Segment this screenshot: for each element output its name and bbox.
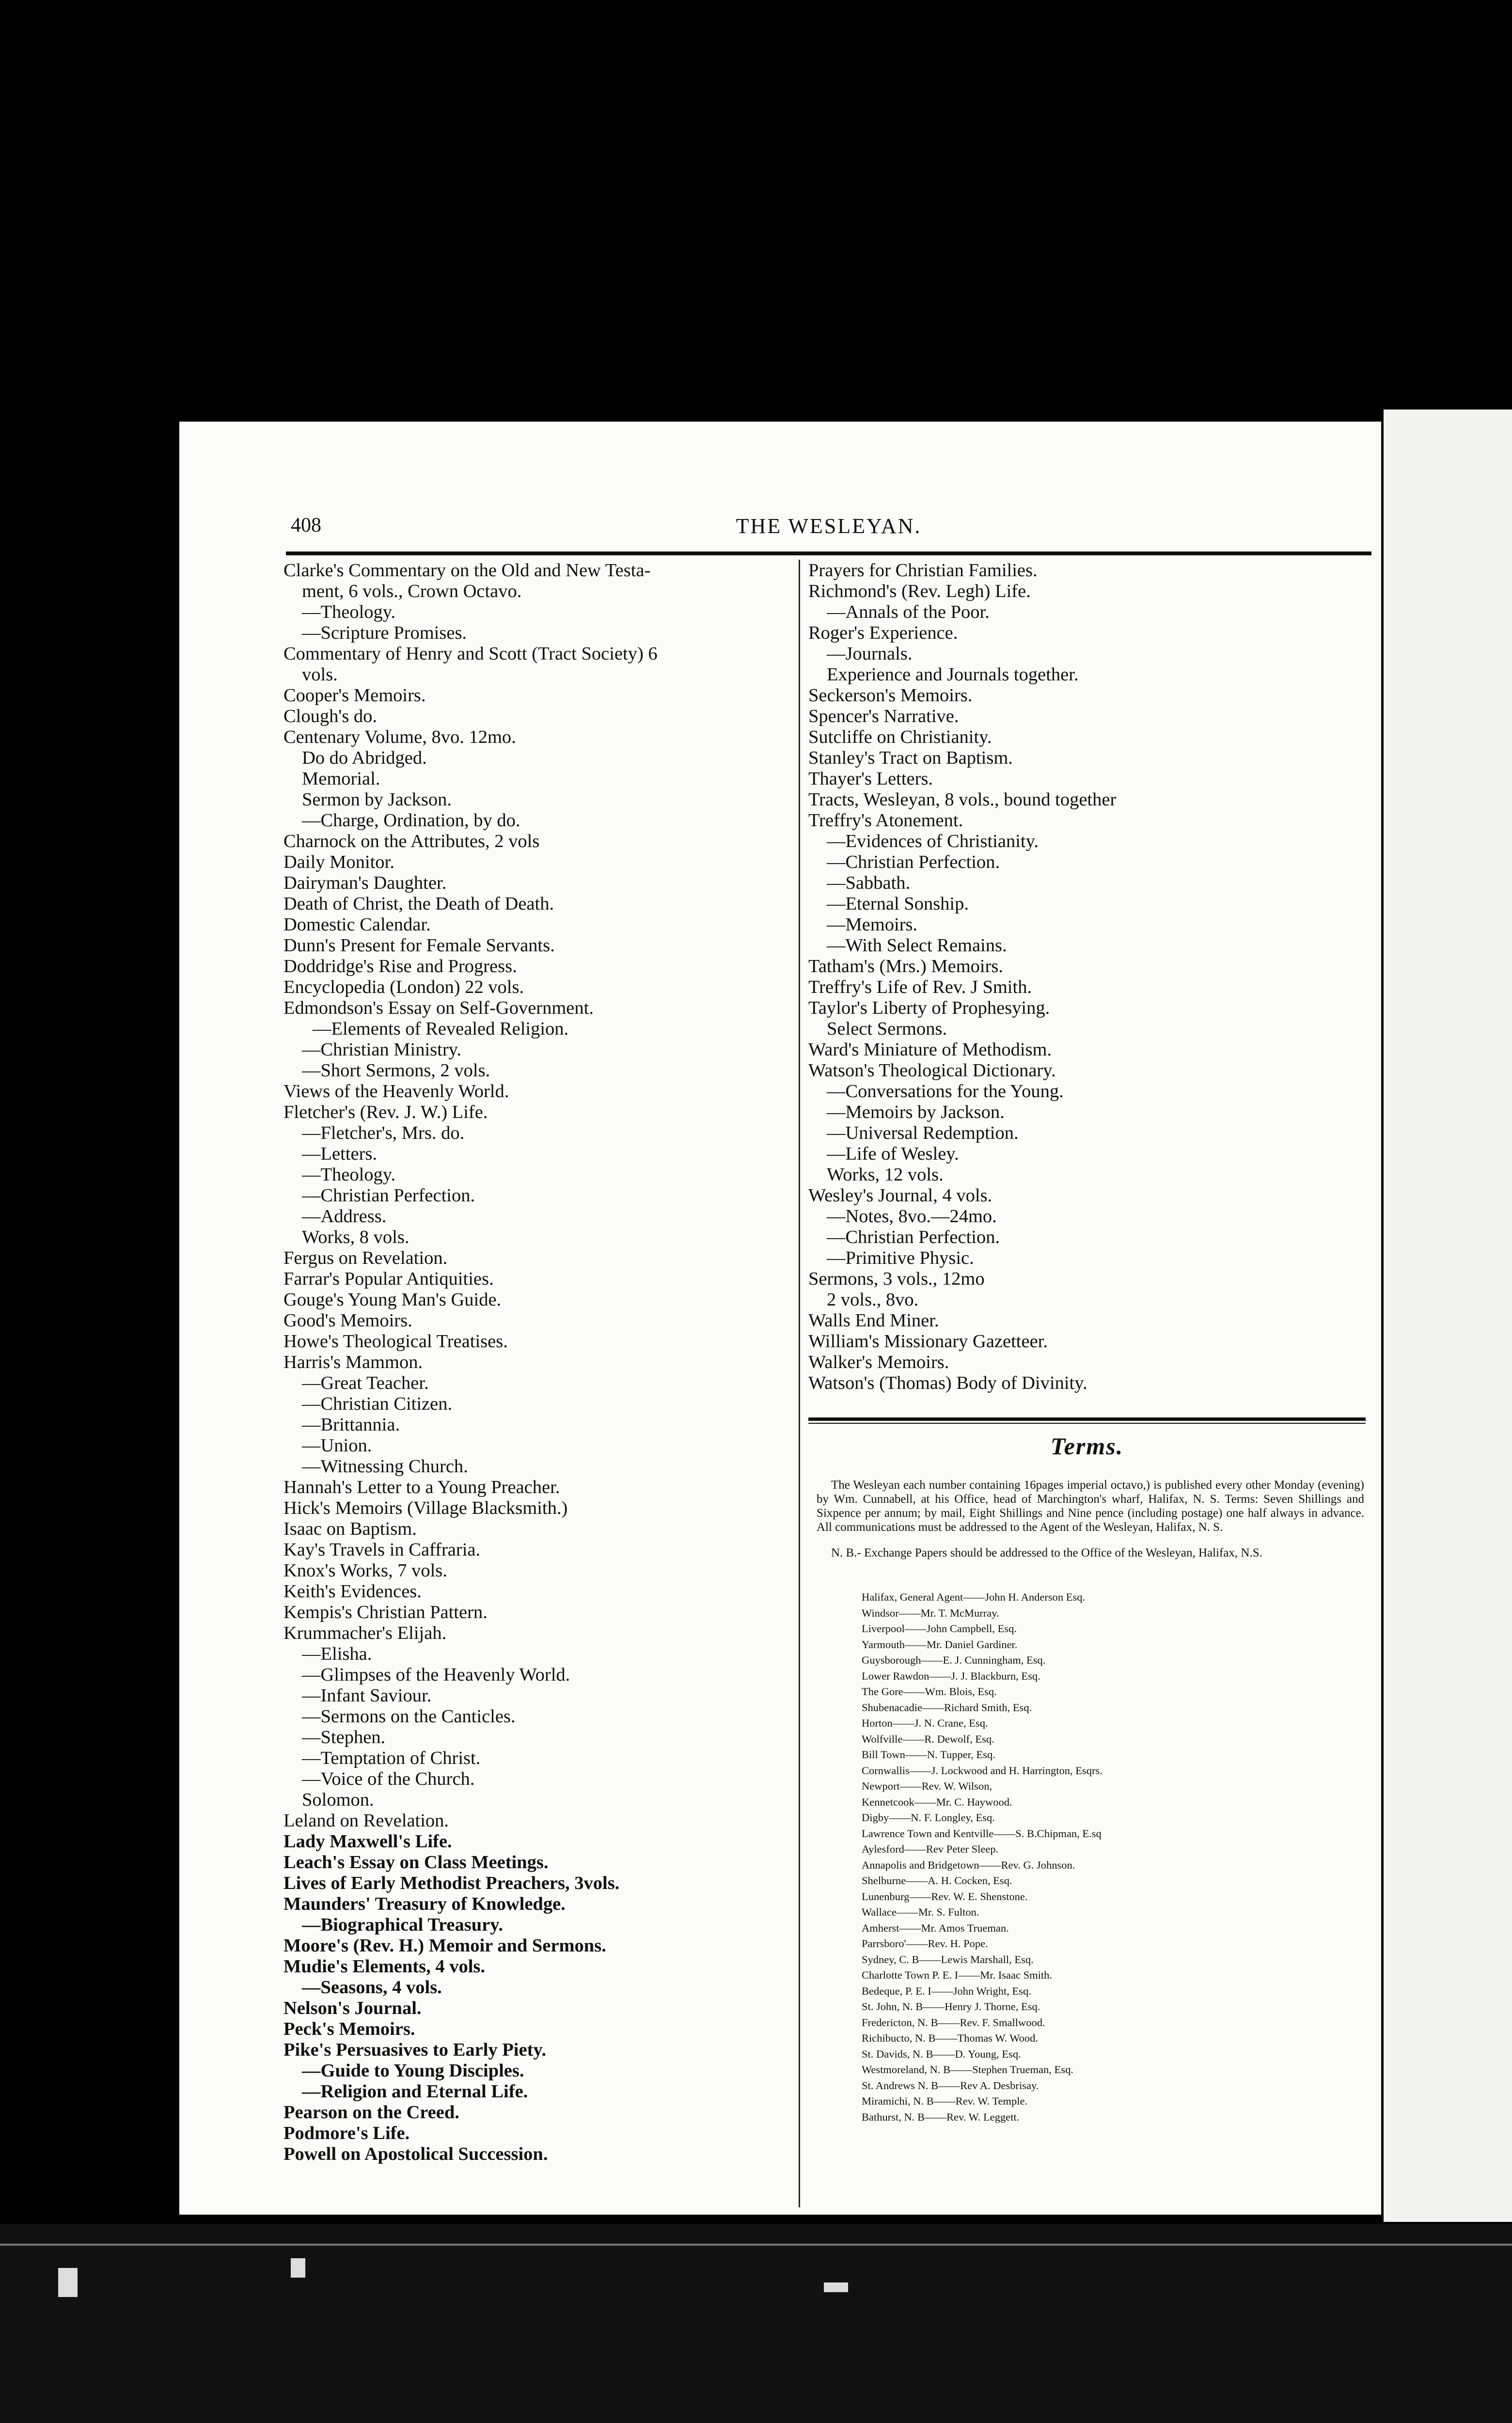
agent-entry: Liverpool——John Campbell, Esq. [862,1622,1017,1635]
book-entry: Centenary Volume, 8vo. 12mo. [284,727,516,747]
exchange-notice: N. B.- Exchange Papers should be addressed to the Office of the Wesleyan, Halifax, N.S. [831,1546,1262,1559]
page-title: THE WESLEYAN. [736,514,922,538]
agent-entry: Horton——J. N. Crane, Esq. [862,1717,988,1729]
agent-entry: Newport——Rev. W. Wilson, [862,1780,992,1792]
book-entry: Prayers for Christian Families. [808,560,1038,581]
agents-list [862,1589,1102,2125]
book-entry: Sutcliffe on Christianity. [808,727,992,747]
book-entry: —Great Teacher. [302,1373,429,1393]
page-number: 408 [291,514,321,536]
book-entry: —Scripture Promises. [302,623,467,643]
book-entry: —Evidences of Christianity. [827,831,1039,851]
book-entry: Solomon. [302,1790,374,1810]
column-divider [799,560,800,2207]
book-entry: —Seasons, 4 vols. [302,1977,442,1998]
book-entry: Peck's Memoirs. [284,2019,415,2039]
book-entry: —Address. [302,1206,387,1227]
book-entry: —Memoirs by Jackson. [827,1102,1005,1122]
book-entry: Sermon by Jackson. [302,789,452,810]
book-entry: —Union. [302,1435,372,1456]
agent-entry: St. Andrews N. B——Rev A. Desbrisay. [862,2079,1039,2092]
book-entry: —Christian Perfection. [827,1227,1000,1247]
book-entry: Domestic Calendar. [284,914,431,935]
book-entry: Walker's Memoirs. [808,1352,949,1372]
book-entry: Farrar's Popular Antiquities. [284,1269,494,1289]
agent-entry: Amherst——Mr. Amos Trueman. [862,1921,1009,1934]
book-entry: Harris's Mammon. [284,1352,423,1372]
book-entry: Do do Abridged. [302,748,427,768]
book-entry: —Glimpses of the Heavenly World. [302,1665,570,1685]
book-entry: Powell on Apostolical Succession. [284,2144,548,2164]
book-entry: —Christian Perfection. [827,852,1000,872]
book-entry: Krummacher's Elijah. [284,1623,447,1643]
book-entry: Pearson on the Creed. [284,2102,459,2123]
book-entry: —Eternal Sonship. [827,894,969,914]
terms-paragraph: The Wesleyan each number containing 16pages imperial octavo,) is published every other Monday (evening) by Wm. Cunnabell, at his Office, head of Marchington's wharf, Halifax, N. S. Terms: Seven Shillings and Sixpence per annum; by mail, Eight Shillings and Nine pence (including postage) one half always in advance. All communications must be addressed to the Agent of the Wesleyan, Halifax, N. S. [817,1479,1364,1534]
adjacent-page-edge [1384,409,1512,2222]
book-entry: —Theology. [302,602,396,622]
book-entry: Moore's (Rev. H.) Memoir and Sermons. [284,1935,606,1956]
agent-entry: Shelburne——A. H. Cocken, Esq. [862,1874,1012,1887]
agent-entry: Windsor——Mr. T. McMurray. [862,1606,999,1619]
book-entry: —Voice of the Church. [302,1769,475,1789]
book-entry: —Christian Perfection. [302,1185,475,1206]
agent-entry: The Gore——Wm. Blois, Esq. [862,1685,997,1698]
book-entry: Watson's (Thomas) Body of Divinity. [808,1373,1087,1393]
book-entry: Lives of Early Methodist Preachers, 3vols. [284,1873,620,1893]
book-entry: Gouge's Young Man's Guide. [284,1290,502,1310]
book-entry: Seckerson's Memoirs. [808,685,973,706]
book-entry: Hannah's Letter to a Young Preacher. [284,1477,560,1497]
book-entry: Watson's Theological Dictionary. [808,1060,1056,1081]
terms-rule-thin [808,1423,1366,1424]
book-entry: Doddridge's Rise and Progress. [284,956,517,976]
book-entry: Clarke's Commentary on the Old and New Testa- [284,560,651,581]
book-entry: Experience and Journals together. [827,664,1079,685]
agent-entry: Westmoreland, N. B——Stephen Trueman, Esq. [862,2063,1073,2076]
book-entry: Tracts, Wesleyan, 8 vols., bound together [808,789,1117,810]
book-entry: Charnock on the Attributes, 2 vols [284,831,540,851]
agent-entry: St. Davids, N. B——D. Young, Esq. [862,2047,1021,2060]
agent-entry: Cornwallis——J. Lockwood and H. Harrington, Esqrs. [862,1764,1102,1777]
book-entry: Spencer's Narrative. [808,706,959,726]
terms-rule [808,1417,1366,1421]
book-entry: Stanley's Tract on Baptism. [808,748,1013,768]
book-entry: Taylor's Liberty of Prophesying. [808,998,1050,1018]
book-entry: William's Missionary Gazetteer. [808,1331,1048,1352]
agent-entry: St. John, N. B——Henry J. Thorne, Esq. [862,2000,1040,2013]
book-entry: —Guide to Young Disciples. [302,2061,524,2081]
right-column-booklist [808,560,1116,1394]
agent-entry: Kennetcook——Mr. C. Haywood. [862,1795,1012,1808]
agent-entry: Richibucto, N. B——Thomas W. Wood. [862,2032,1039,2044]
terms-body [817,1478,1364,1572]
book-entry: —Elisha. [302,1644,372,1664]
book-entry: ment, 6 vols., Crown Octavo. [302,581,522,601]
book-entry: —Religion and Eternal Life. [302,2081,528,2102]
book-entry: Knox's Works, 7 vols. [284,1560,447,1581]
book-entry: Podmore's Life. [284,2123,410,2143]
book-entry: —Christian Citizen. [302,1394,453,1414]
agent-entry: Parrsboro'——Rev. H. Pope. [862,1937,988,1950]
book-entry: Memorial. [302,769,380,789]
book-entry: Works, 12 vols. [827,1164,944,1185]
book-entry: —Life of Wesley. [827,1144,959,1164]
book-entry: Commentary of Henry and Scott (Tract Society) 6 [284,644,658,664]
book-entry: —Charge, Ordination, by do. [302,810,520,831]
book-entry: —Elements of Revealed Religion. [313,1019,569,1039]
book-entry: Death of Christ, the Death of Death. [284,894,554,914]
book-entry: —Sabbath. [827,873,911,893]
agent-entry: Lawrence Town and Kentville——S. B.Chipman, E.sq [862,1827,1102,1840]
left-column-booklist [284,560,658,2165]
book-entry: Keith's Evidences. [284,1581,422,1602]
book-entry: Cooper's Memoirs. [284,685,426,706]
book-entry: —Fletcher's, Mrs. do. [302,1123,465,1143]
book-entry: Isaac on Baptism. [284,1519,417,1539]
book-entry: Nelson's Journal. [284,1998,422,2018]
book-entry: —Journals. [827,644,913,664]
book-entry: Dunn's Present for Female Servants. [284,935,555,956]
book-entry: Kay's Travels in Caffraria. [284,1540,481,1560]
header-rule [286,551,1371,555]
book-entry: —Annals of the Poor. [827,602,990,622]
terms-heading: Terms. [1050,1432,1124,1460]
book-entry: Maunders' Treasury of Knowledge. [284,1894,566,1914]
book-entry: Lady Maxwell's Life. [284,1831,452,1852]
book-entry: —Biographical Treasury. [302,1915,503,1935]
scan-bottom-edge [0,2224,1512,2423]
book-entry: —Christian Ministry. [302,1039,462,1060]
book-entry: —Universal Redemption. [827,1123,1019,1143]
book-entry: Fletcher's (Rev. J. W.) Life. [284,1102,488,1122]
agent-entry: Miramichi, N. B——Rev. W. Temple. [862,2095,1028,2107]
book-entry: —Sermons on the Canticles. [302,1706,516,1727]
agent-entry: Lower Rawdon——J. J. Blackburn, Esq. [862,1669,1040,1682]
book-entry: Walls End Miner. [808,1310,939,1331]
book-entry: —Short Sermons, 2 vols. [302,1060,490,1081]
book-entry: Richmond's (Rev. Legh) Life. [808,581,1031,601]
book-entry: Mudie's Elements, 4 vols. [284,1956,486,1977]
book-entry: Clough's do. [284,706,378,726]
agent-entry: Wolfville——R. Dewolf, Esq. [862,1732,994,1745]
agent-entry: Shubenacadie——Richard Smith, Esq. [862,1701,1032,1714]
book-entry: —Stephen. [302,1727,386,1747]
book-entry: —Memoirs. [827,914,918,935]
book-entry: Edmondson's Essay on Self-Government. [284,998,594,1018]
agent-entry: Sydney, C. B——Lewis Marshall, Esq. [862,1953,1034,1966]
book-entry: Treffry's Life of Rev. J Smith. [808,977,1032,997]
book-entry: —Theology. [302,1164,396,1185]
book-entry: 2 vols., 8vo. [827,1290,919,1310]
book-entry: —Primitive Physic. [827,1248,974,1268]
agent-entry: Fredericton, N. B——Rev. F. Smallwood. [862,2016,1045,2029]
book-entry: Dairyman's Daughter. [284,873,447,893]
book-entry: Works, 8 vols. [302,1227,410,1247]
book-entry: Views of the Heavenly World. [284,1081,509,1101]
book-entry: —Letters. [302,1144,378,1164]
book-entry: Howe's Theological Treatises. [284,1331,508,1352]
agent-entry: Digby——N. F. Longley, Esq. [862,1811,995,1824]
agent-entry: Bedeque, P. E. I——John Wright, Esq. [862,1984,1031,1997]
agent-entry: Bathurst, N. B——Rev. W. Leggett. [862,2110,1020,2123]
agent-entry: Yarmouth——Mr. Daniel Gardiner. [862,1638,1018,1651]
book-entry: Pike's Persuasives to Early Piety. [284,2040,547,2060]
book-entry: Ward's Miniature of Methodism. [808,1039,1052,1060]
book-entry: vols. [302,664,338,685]
book-entry: Tatham's (Mrs.) Memoirs. [808,956,1004,976]
book-entry: —Temptation of Christ. [302,1748,481,1768]
agent-entry: Charlotte Town P. E. I——Mr. Isaac Smith. [862,1969,1052,1981]
book-entry: Treffry's Atonement. [808,810,963,831]
book-entry: Leland on Revelation. [284,1810,449,1831]
book-entry: Hick's Memoirs (Village Blacksmith.) [284,1498,568,1518]
book-entry: Encyclopedia (London) 22 vols. [284,977,524,997]
agent-entry: Lunenburg——Rev. W. E. Shenstone. [862,1890,1028,1903]
book-entry: Select Sermons. [827,1019,947,1039]
book-entry: Wesley's Journal, 4 vols. [808,1185,992,1206]
book-entry: Leach's Essay on Class Meetings. [284,1852,549,1872]
agent-entry: Annapolis and Bridgetown——Rev. G. Johnson. [862,1858,1075,1871]
book-entry: —Infant Saviour. [302,1685,432,1706]
book-entry: Sermons, 3 vols., 12mo [808,1269,985,1289]
book-entry: Kempis's Christian Pattern. [284,1602,488,1622]
book-entry: Thayer's Letters. [808,769,933,789]
page-header [291,514,1367,543]
agent-entry: Halifax, General Agent——John H. Anderson Esq. [862,1591,1086,1603]
agent-entry: Wallace——Mr. S. Fulton. [862,1906,979,1918]
agent-entry: Aylesford——Rev Peter Sleep. [862,1843,999,1855]
book-entry: Good's Memoirs. [284,1310,412,1331]
newspaper-page [179,422,1381,2215]
agent-entry: Bill Town——N. Tupper, Esq. [862,1748,995,1761]
book-entry: Roger's Experience. [808,623,958,643]
book-entry: —Notes, 8vo.—24mo. [827,1206,997,1227]
book-entry: Fergus on Revelation. [284,1248,448,1268]
book-entry: Daily Monitor. [284,852,394,872]
book-entry: —With Select Remains. [827,935,1007,956]
book-entry: —Brittannia. [302,1415,400,1435]
book-entry: —Conversations for the Young. [827,1081,1064,1101]
agent-entry: Guysborough——E. J. Cunningham, Esq. [862,1654,1046,1666]
book-entry: —Witnessing Church. [302,1456,468,1477]
